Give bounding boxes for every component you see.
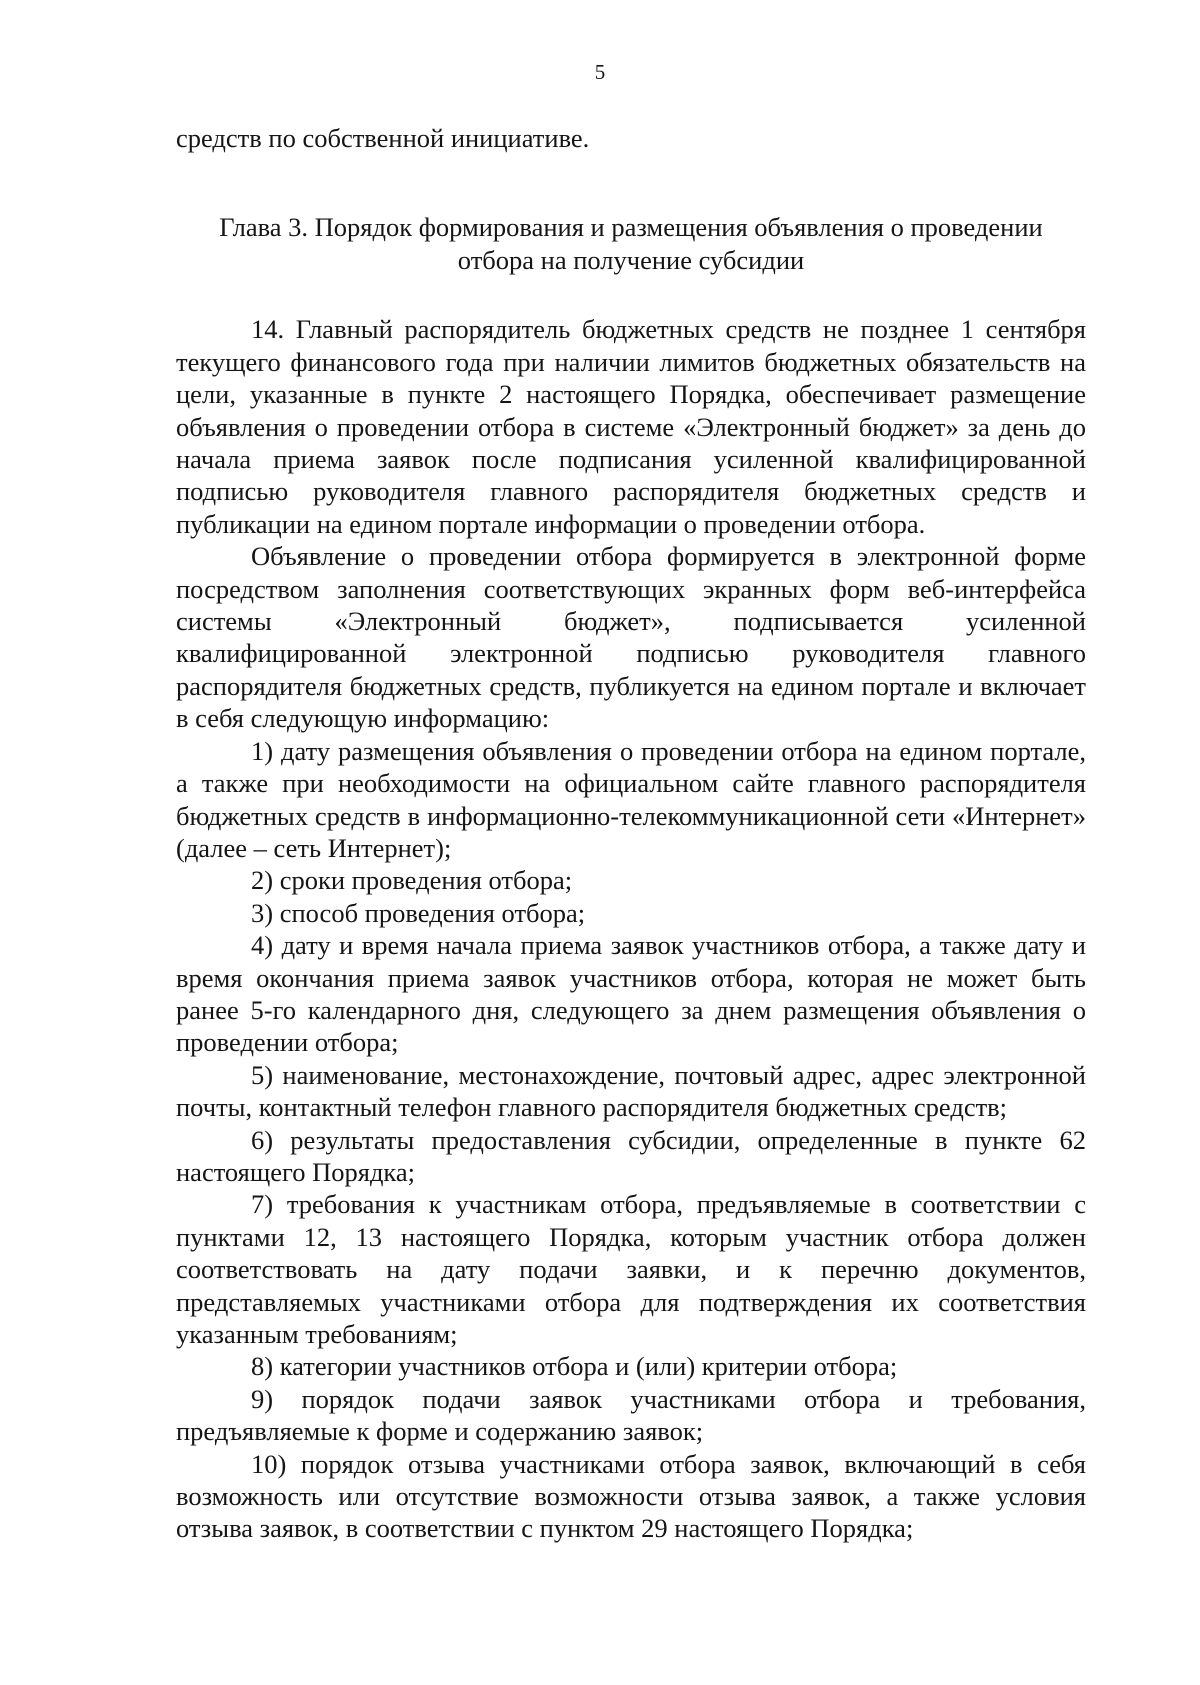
list-item-3: 3) способ проведения отбора; [251,897,586,928]
list-item-1: 1) дату размещения объявления о проведении отбора на едином портале, а также при необходимости на официальном сайте главного распорядителя бюджетных средств в информационно-телекоммуникационной сети «Интернет» (далее – сеть Интернет); [176,735,1086,863]
list-item-10: 10) порядок отзыва участниками отбора заявок, включающий в себя возможность или отсутствие возможности отзыва заявок, а также условия отзыва заявок, в соответствии с пунктом 29 настоящего Порядка; [176,1448,1086,1544]
list-item-6: 6) результаты предоставления субсидии, определенные в пункте 62 настоящего Порядка; [176,1124,1086,1187]
chapter-title-line-1: Глава 3. Порядок формирования и размещения объявления о проведении [219,212,1043,243]
list-item-4: 4) дату и время начала приема заявок участников отбора, а также дату и время окончания приема заявок участников отбора, которая не может быть ранее 5-го календарного дня, следующего за днем размещения объявления о проведении отбора; [176,930,1086,1058]
paragraph-14: 14. Главный распорядитель бюджетных средств не позднее 1 сентября текущего финансового года при наличии лимитов бюджетных обязательств на цели, указанные в пункте 2 настоящего Порядка, обеспечивает размещение объявления о проведении отбора в системе «Электронный бюджет» за день до начала приема заявок после подписания усиленной квалифицированной подписью руководителя главного распорядителя бюджетных средств и публикации на едином портале информации о проведении отбора. [176,314,1086,539]
page-number: 5 [594,60,606,84]
list-item-9: 9) порядок подачи заявок участниками отбора и требования, предъявляемые к форме и содержанию заявок; [176,1383,1086,1447]
continuation-text: средств по собственной инициативе. [176,123,590,153]
list-item-7: 7) требования к участникам отбора, предъявляемые в соответствии с пунктами 12, 13 настоящего Порядка, которым участник отбора должен соответствовать на дату подачи заявки, и к перечню документов, представляемых участниками отбора для подтверждения их соответствия указанным требованиям; [176,1189,1086,1349]
list-item-5: 5) наименование, местонахождение, почтовый адрес, адрес электронной почты, контактный телефон главного распорядителя бюджетных средств; [176,1059,1086,1123]
paragraph-announcement: Объявление о проведении отбора формируется в электронной форме посредством заполнения соответствующих экранных форм веб-интерфейса системы «Электронный бюджет», подписывается усиленной квалифицированной электронной подписью руководителя главного распорядителя бюджетных средств, публикуется на едином портале и включает в себя следующую информацию: [176,541,1086,734]
list-item-8: 8) категории участников отбора и (или) критерии отбора; [251,1351,898,1382]
list-item-2: 2) сроки проведения отбора; [251,865,573,896]
document-body [176,122,1086,1545]
chapter-title-line-2: отбора на получение субсидии [457,245,805,276]
chapter-title [176,211,1086,277]
